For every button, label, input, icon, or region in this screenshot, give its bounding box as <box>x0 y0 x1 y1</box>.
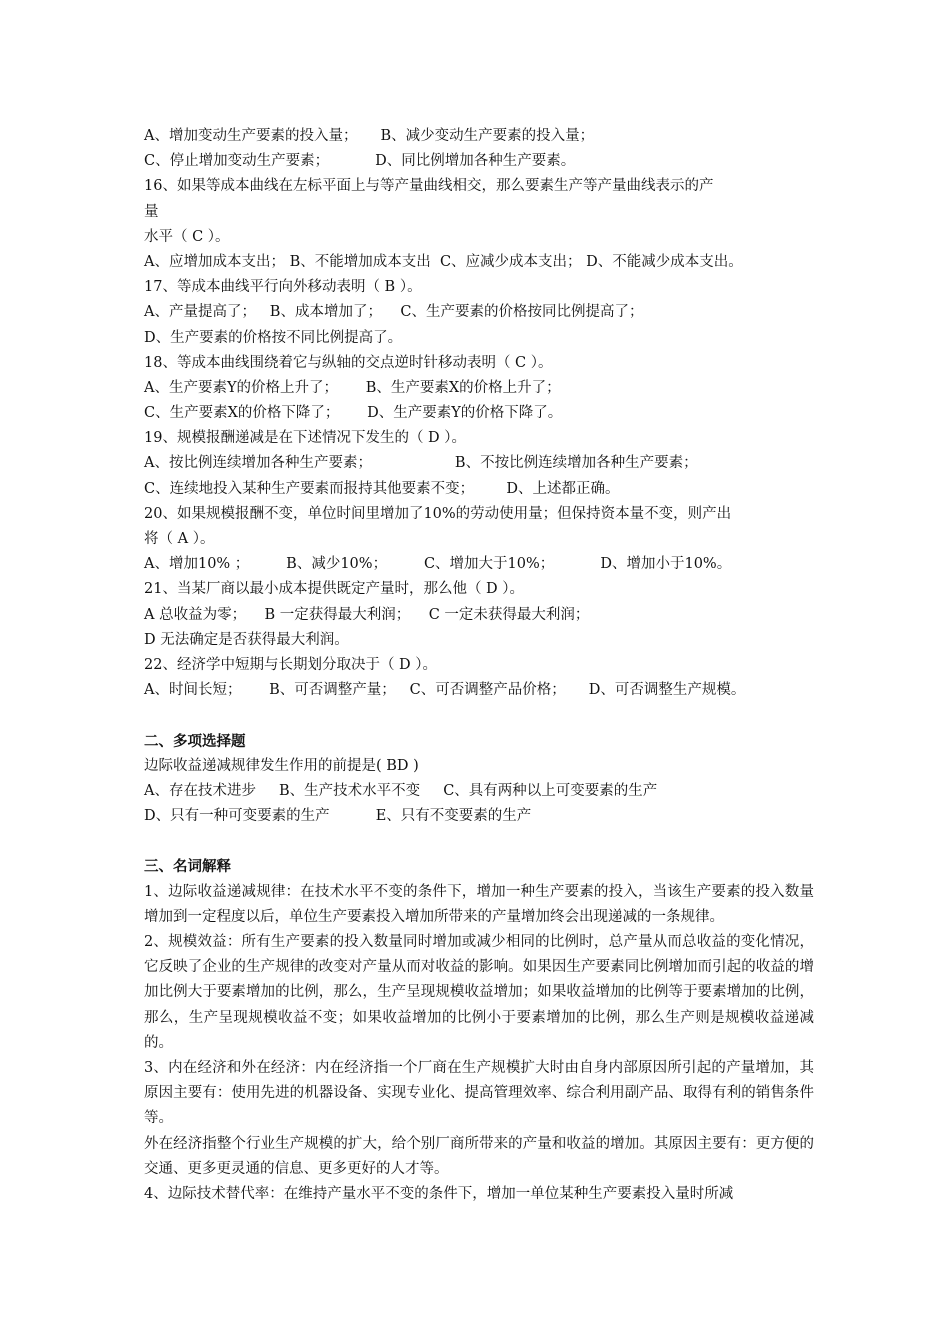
text-line: A、产量提高了； B、成本增加了； C、生产要素的价格按同比例提高了； <box>144 304 644 321</box>
text-line: A、时间长短； B、可否调整产量； C、可否调整产品价格； D、可否调整生产规模。 <box>144 682 746 699</box>
term-definition-section <box>144 854 814 1207</box>
text-line: A、增加10% ； B、减少10%； C、增加大于10%； D、增加小于10%。 <box>144 556 732 573</box>
question-20: 20、如果规模报酬不变，单位时间里增加了10%的劳动使用量；但保持资本量不变，则产出 <box>144 505 732 522</box>
text-line: D 无法确定是否获得最大利润。 <box>144 631 349 648</box>
question-16: 16、如果等成本曲线在左标平面上与等产量曲线相交，那么要素生产等产量曲线表示的产 <box>144 178 714 195</box>
text-line: A、生产要素Y的价格上升了； B、生产要素X的价格上升了； <box>144 379 561 396</box>
spacer <box>144 829 814 854</box>
question-22: 22、经济学中短期与长期划分取决于（ D ）。 <box>144 656 438 673</box>
text-line: C、连续地投入某种生产要素而报持其他要素不变； D、上述都正确。 <box>144 480 620 497</box>
question-17: 17、等成本曲线平行向外移动表明（ B ）。 <box>144 279 422 296</box>
question-18: 18、等成本曲线围绕着它与纵轴的交点逆时针移动表明（ C ）。 <box>144 354 553 371</box>
question-21: 21、当某厂商以最小成本提供既定产量时，那么他（ D ）。 <box>144 581 525 598</box>
text-line: A、按比例连续增加各种生产要素； B、不按比例连续增加各种生产要素； <box>144 455 698 472</box>
text-line: 水平（ C ）。 <box>144 228 230 245</box>
text-line: A 总收益为零； B 一定获得最大利润； C 一定未获得最大利润； <box>144 606 590 623</box>
spacer <box>144 703 814 728</box>
section-heading: 三、名词解释 <box>144 858 231 876</box>
text-line: A、存在技术进步 B、生产技术水平不变 C、具有两种以上可变要素的生产 <box>144 782 658 799</box>
question-19: 19、规模报酬递减是在下述情况下发生的（ D ）。 <box>144 430 467 447</box>
text-line: 量 <box>144 203 159 220</box>
text-line: 将（ A ）。 <box>144 531 215 547</box>
multiple-choice-section <box>144 729 814 830</box>
document-page <box>144 124 814 1207</box>
text-line: D、只有一种可变要素的生产 E、只有不变要素的生产 <box>144 808 532 825</box>
section-heading: 二、多项选择题 <box>144 732 246 750</box>
text-line: C、停止增加变动生产要素； D、同比例增加各种生产要素。 <box>144 153 576 170</box>
definition-paragraph: 3、内在经济和外在经济：内在经济指一个厂商在生产规模扩大时由自身内部原因所引起的产量增加，其原因主要有：使用先进的机器设备、实现专业化、提高管理效率、综合利用副产品、取得有利的销售条件等。 <box>144 1060 814 1127</box>
text-line: 边际收益递减规律发生作用的前提是( BD ) <box>144 757 419 774</box>
definition-paragraph: 2、规模效益：所有生产要素的投入数量同时增加或减少相同的比例时，总产量从而总收益的变化情况，它反映了企业的生产规律的改变对产量从而对收益的影响。如果因生产要素同比例增加而引起的收益的增加比例大于要素增加的比例，那么，生产呈现规模收益增加；如果收益增加的比例等于要素增加的比例，那么，生产呈现规模收益不变；如果收益增加的比例小于要素增加的比例，那么生产则是规模收益递减的。 <box>144 934 814 1051</box>
definition-paragraph: 1、边际收益递减规律：在技术水平不变的条件下，增加一种生产要素的投入，当该生产要素的投入数量增加到一定程度以后，单位生产要素投入增加所带来的产量增加终会出现递减的一条规律。 <box>144 883 814 925</box>
definition-paragraph: 外在经济指整个行业生产规模的扩大，给个别厂商所带来的产量和收益的增加。其原因主要有：更方便的交通、更多更灵通的信息、更多更好的人才等。 <box>144 1135 814 1177</box>
text-line: A、应增加成本支出； B、不能增加成本支出 C、应减少成本支出； D、不能减少成本支出。 <box>144 253 743 270</box>
text-line: C、生产要素X的价格下降了； D、生产要素Y的价格下降了。 <box>144 405 563 422</box>
single-choice-continued <box>144 124 814 703</box>
definition-paragraph: 4、边际技术替代率：在维持产量水平不变的条件下，增加一单位某种生产要素投入量时所减 <box>144 1186 734 1203</box>
text-line: D、生产要素的价格按不同比例提高了。 <box>144 329 403 346</box>
text-line: A、增加变动生产要素的投入量； B、减少变动生产要素的投入量； <box>144 128 595 144</box>
